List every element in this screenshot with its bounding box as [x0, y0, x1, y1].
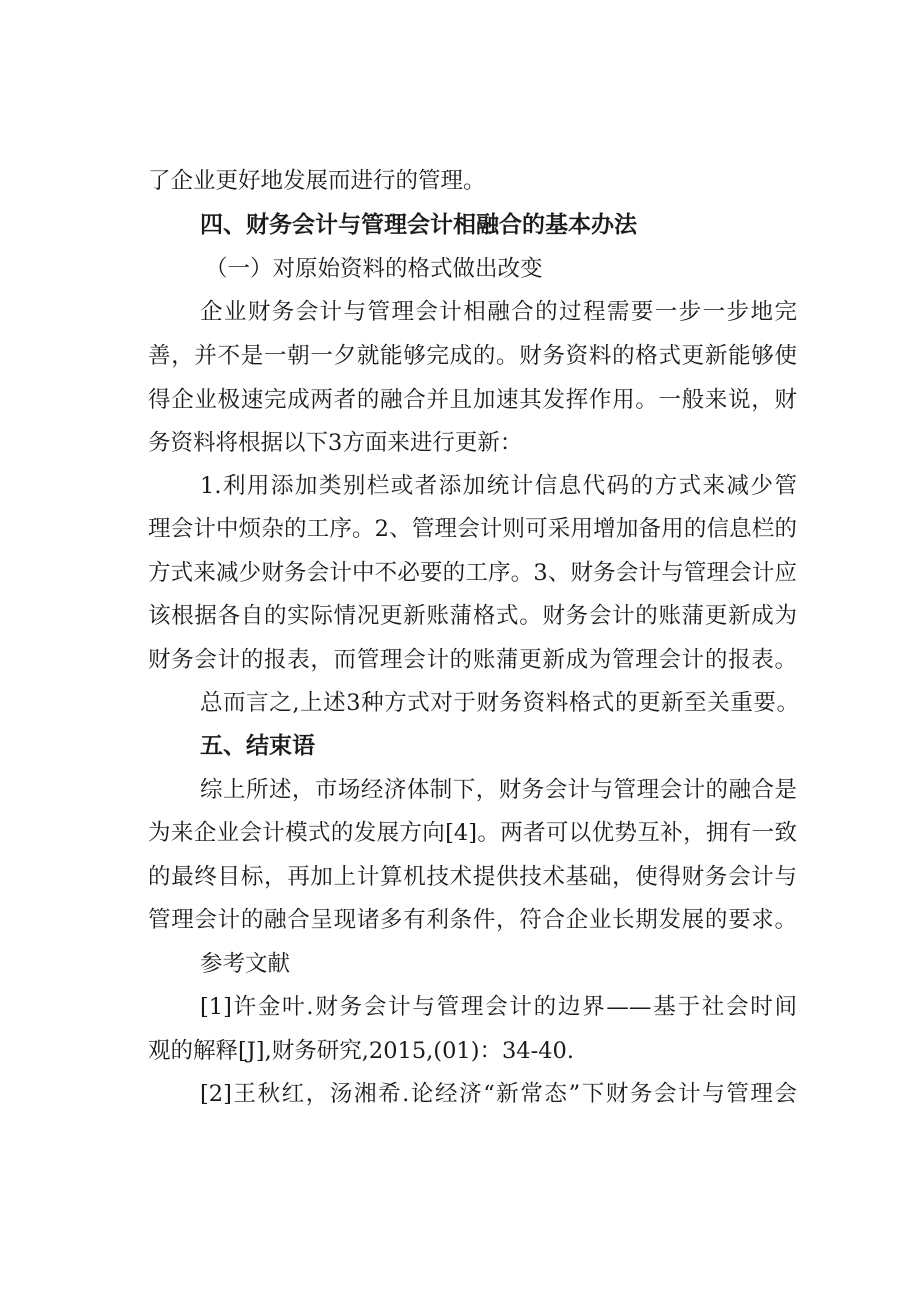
paragraph-line: 了企业更好地发展而进行的管理。: [148, 168, 486, 194]
paragraph-line: 得企业极速完成两者的融合并且加速其发挥作用。一般来说，财: [148, 387, 797, 413]
section-heading-4: 四、财务会计与管理会计相融合的基本办法: [200, 212, 637, 238]
section-heading-5: 五、结束语: [200, 733, 315, 759]
paragraph-line: 的最终目标，再加上计算机技术提供技术基础，使得财务会计与: [148, 864, 797, 890]
paragraph-line: 方式来减少财务会计中不必要的工序。3、财务会计与管理会计应: [148, 560, 797, 586]
paragraph-line: 理会计中烦杂的工序。2、管理会计则可采用增加备用的信息栏的: [148, 516, 797, 542]
reference-line: 观的解释[J],财务研究,2015,(01)：34-40.: [148, 1038, 574, 1064]
subsection-heading-1: （一）对原始资料的格式做出改变: [205, 256, 543, 282]
paragraph-line: 总而言之,上述3种方式对于财务资料格式的更新至关重要。: [200, 690, 799, 716]
paragraph-line: 财务会计的报表，而管理会计的账蒲更新成为管理会计的报表。: [148, 647, 797, 673]
paragraph-line: 企业财务会计与管理会计相融合的过程需要一步一步地完: [200, 299, 797, 325]
paragraph-line: 务资料将根据以下3方面来进行更新：: [148, 430, 523, 456]
paragraph-line: 为来企业会计模式的发展方向[4]。两者可以优势互补，拥有一致: [148, 820, 797, 846]
paragraph-line: 管理会计的融合呈现诸多有利条件，符合企业长期发展的要求。: [148, 907, 797, 933]
paragraph-line: 1.利用添加类别栏或者添加统计信息代码的方式来减少管: [200, 473, 797, 499]
paragraph-line: 该根据各自的实际情况更新账蒲格式。财务会计的账蒲更新成为: [148, 603, 797, 629]
paragraph-line: 善，并不是一朝一夕就能够完成的。财务资料的格式更新能够使: [148, 343, 797, 369]
references-heading: 参考文献: [200, 951, 291, 977]
reference-line: [1]许金叶.财务会计与管理会计的边界——基于社会时间: [200, 994, 797, 1020]
paragraph-line: 综上所述，市场经济体制下，财务会计与管理会计的融合是: [200, 777, 797, 803]
reference-line: [2]王秋红，汤湘希.论经济“新常态”下财务会计与管理会: [200, 1081, 797, 1107]
